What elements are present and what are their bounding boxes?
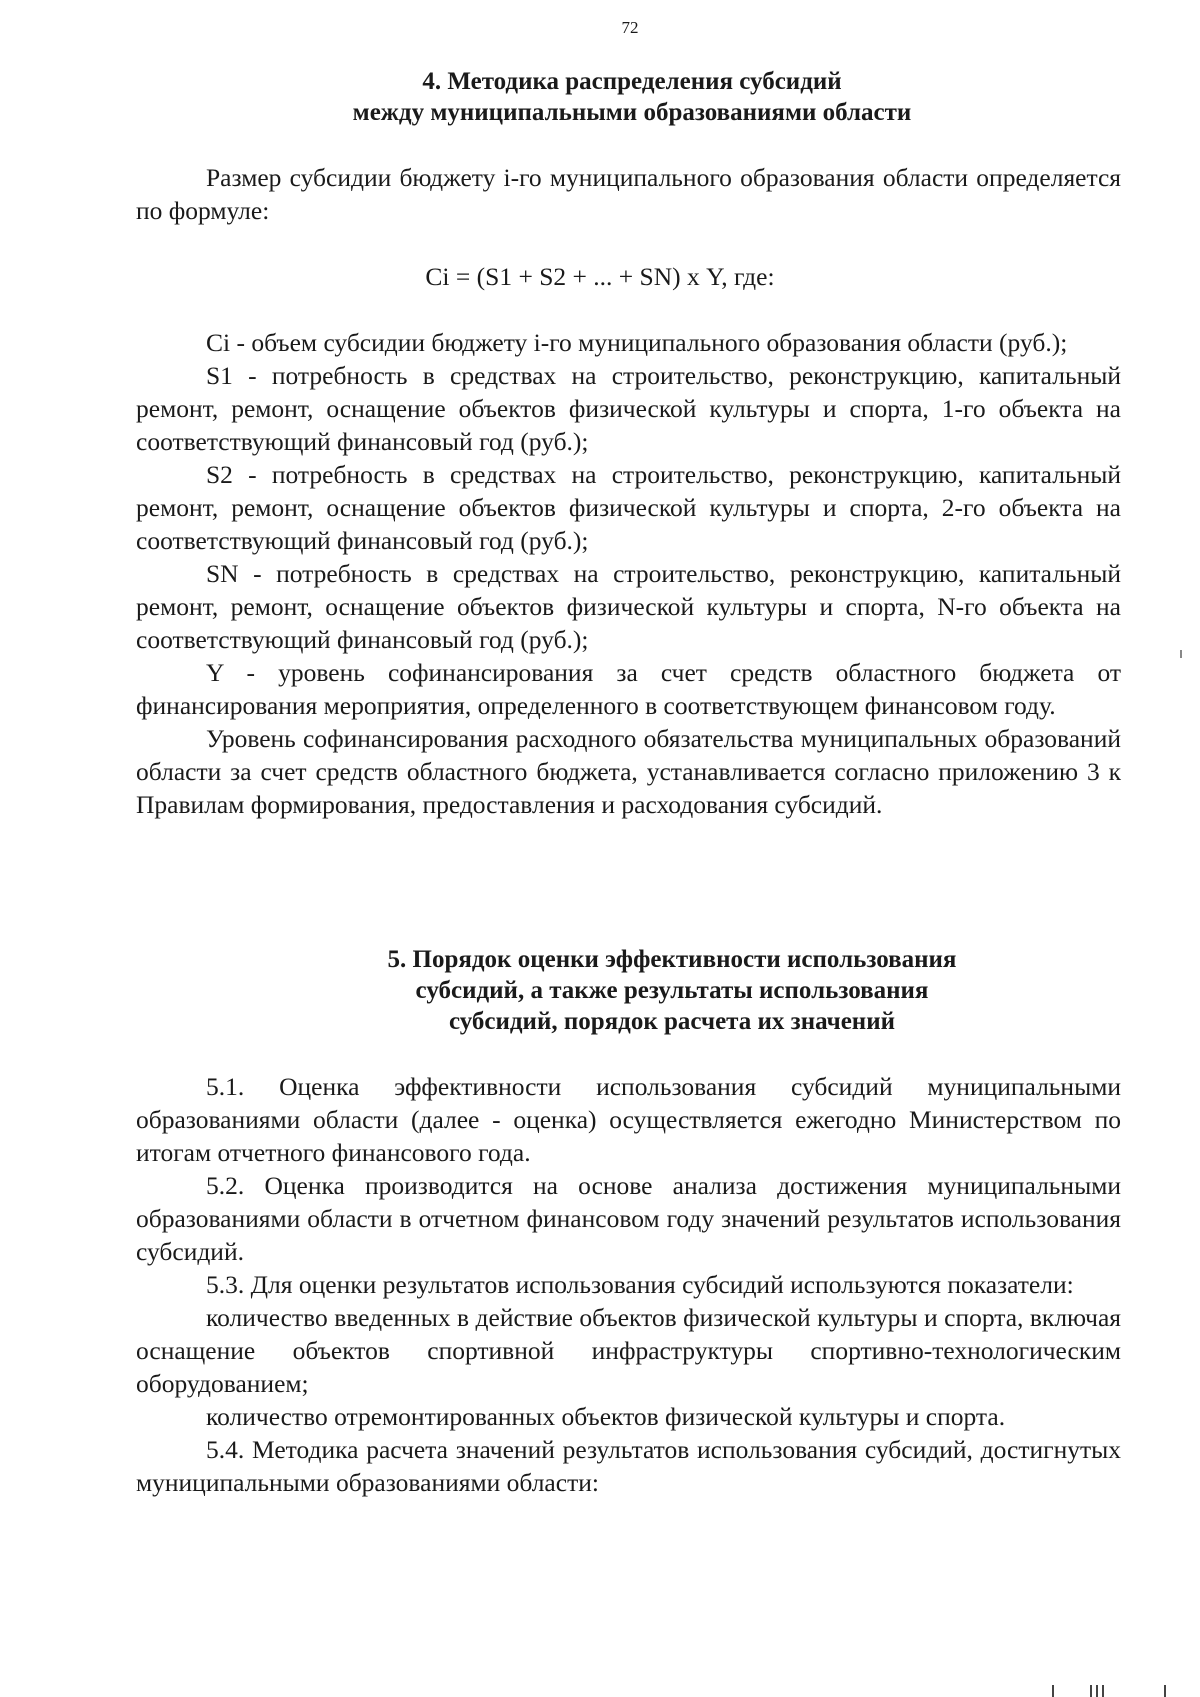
intro-paragraph: Размер субсидии бюджету i-го муниципального образования области определяется по формуле:: [136, 163, 1121, 225]
section-5-heading-line-1: 5. Порядок оценки эффективности использования: [387, 946, 957, 973]
page-number: 72: [621, 18, 639, 37]
section-5-heading-line-3: субсидий, порядок расчета их значений: [448, 1008, 896, 1035]
scan-mark: [1164, 1685, 1166, 1697]
paragraph-5-2: 5.2. Оценка производится на основе анализа достижения муниципальными образованиями области в отчетном финансовом году значений результатов использования субсидий.: [136, 1171, 1121, 1266]
scan-mark: [1102, 1685, 1104, 1697]
definition-s2: S2 - потребность в средствах на строительство, реконструкцию, капитальный ремонт, ремонт, оснащение объектов физической культуры и спорта, 2-го объекта на соответствующий финансовый год (руб.);: [136, 460, 1121, 555]
section-5-body: [136, 1070, 1121, 1499]
definition-y: Y - уровень софинансирования за счет средств областного бюджета от финансирования мероприятия, определенного в соответствующем финансовом году.: [136, 658, 1121, 720]
definition-sn: SN - потребность в средствах на строительство, реконструкцию, капитальный ремонт, ремонт, оснащение объектов физической культуры и спорта, N-го объекта на соответствующий финансовый год (руб.);: [136, 559, 1121, 654]
scan-artifact: [1180, 650, 1182, 658]
definition-ci: Ci - объем субсидии бюджету i-го муниципального образования области (руб.);: [206, 328, 1068, 357]
paragraph-5-1: 5.1. Оценка эффективности использования субсидий муниципальными образованиями области (далее - оценка) осуществляется ежегодно Министерством по итогам отчетного финансового года.: [136, 1072, 1121, 1167]
section-4-intro: [136, 161, 1121, 227]
indicator-repaired-objects: количество отремонтированных объектов физической культуры и спорта.: [206, 1402, 1006, 1431]
scan-edge-marks: [1046, 1683, 1186, 1697]
scan-mark: [1096, 1685, 1098, 1697]
section-5-heading-line-2: субсидий, а также результаты использования: [415, 977, 929, 1004]
section-4-heading: [130, 66, 1134, 128]
paragraph-5-4: 5.4. Методика расчета значений результатов использования субсидий, достигнутых муниципальными образованиями области:: [136, 1435, 1121, 1497]
scan-mark: [1052, 1685, 1054, 1697]
subsidy-formula: Ci = (S1 + S2 + ... + SN) х Y, где:: [425, 262, 775, 291]
section-4-heading-line-1: 4. Методика распределения субсидий: [422, 68, 842, 95]
paragraph-5-3: 5.3. Для оценки результатов использования субсидий используются показатели:: [206, 1270, 1074, 1299]
cofinancing-level-paragraph: Уровень софинансирования расходного обязательства муниципальных образований области за счет средств областного бюджета, устанавливается согласно приложению 3 к Правилам формирования, предоставления и расходования субсидий.: [136, 724, 1121, 819]
section-4-definitions: [136, 326, 1121, 821]
section-5-heading: [170, 944, 1174, 1037]
scan-mark: [1090, 1685, 1092, 1697]
indicator-commissioned-objects: количество введенных в действие объектов физической культуры и спорта, включая оснащение объектов спортивной инфраструктуры спортивно-технологическим оборудованием;: [136, 1303, 1121, 1398]
definition-s1: S1 - потребность в средствах на строительство, реконструкцию, капитальный ремонт, ремонт, оснащение объектов физической культуры и спорта, 1-го объекта на соответствующий финансовый год (руб.);: [136, 361, 1121, 456]
section-4-heading-line-2: между муниципальными образованиями области: [352, 99, 912, 126]
